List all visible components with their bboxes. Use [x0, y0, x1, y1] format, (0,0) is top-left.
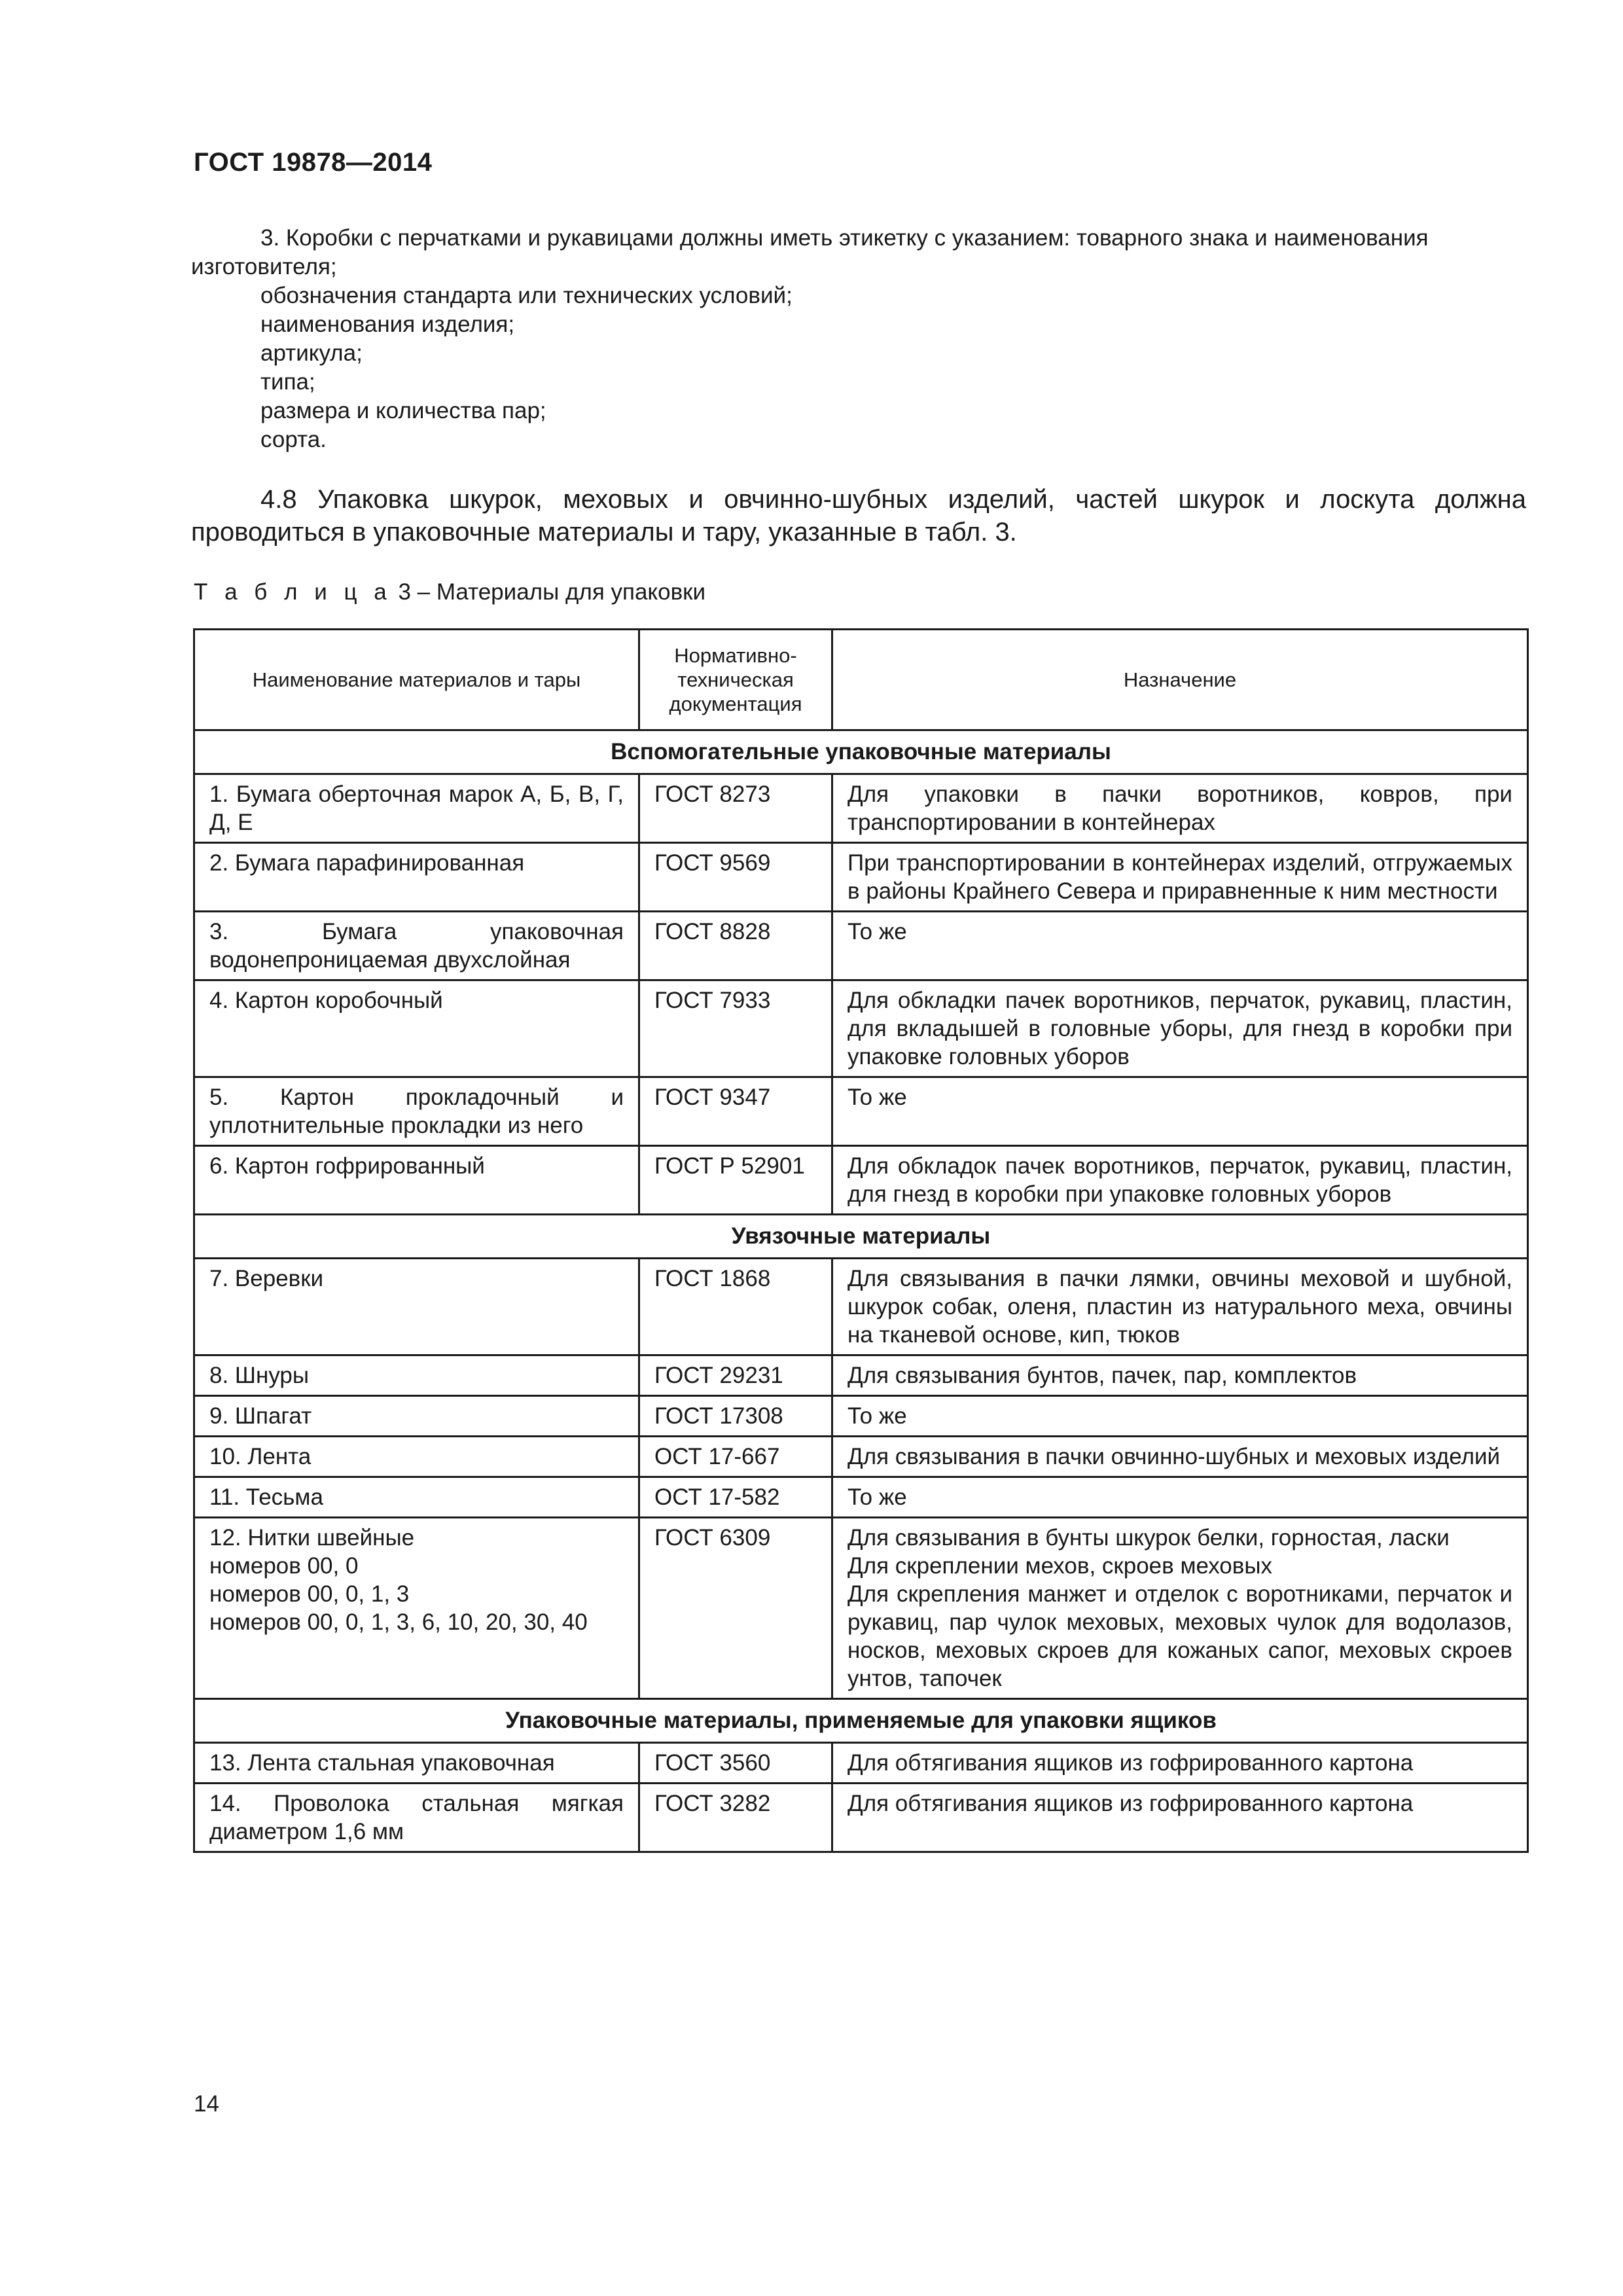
section-title: Упаковочные материалы, применяемые для упаковки ящиков [194, 1699, 1528, 1743]
material-name-line: 7. Веревки [209, 1266, 324, 1291]
material-name-line: 11. Тесьма [209, 1484, 323, 1510]
material-name-line: 12. Нитки швейные [209, 1525, 415, 1551]
material-name-line: 13. Лента стальная упаковочная [209, 1750, 555, 1776]
table-row [194, 1477, 1528, 1518]
section-row [194, 1215, 1528, 1259]
purpose-line: Для связывания бунтов, пачек, пар, комплектов [847, 1363, 1357, 1388]
material-name-line: номеров 00, 0 [209, 1553, 359, 1579]
cell-material-name [194, 1259, 639, 1355]
table-header-row [194, 630, 1528, 730]
cell-purpose [832, 1077, 1528, 1146]
table-row [194, 1077, 1528, 1146]
cell-material-name [194, 980, 639, 1077]
purpose-line: Для упаковки в пачки воротников, ковров, при транспортировании в контейнерах [847, 781, 1512, 835]
cell-normative-doc: ГОСТ 3282 [639, 1784, 832, 1852]
purpose-line: То же [847, 1085, 907, 1110]
item-3-line: типа; [260, 369, 315, 395]
cell-material-name [194, 1437, 639, 1477]
purpose-line: То же [847, 1403, 907, 1429]
cell-material-name [194, 1355, 639, 1396]
purpose-line: При транспортировании в контейнерах изделий, отгружаемых в районы Крайнего Севера и приравненные к ним местности [847, 850, 1512, 904]
item-3-paragraph [191, 224, 1526, 454]
item-3-line: обозначения стандарта или технических условий; [260, 283, 793, 308]
material-name-line: 4. Картон коробочный [209, 988, 443, 1013]
table-row [194, 1784, 1528, 1852]
cell-normative-doc: ОСТ 17-582 [639, 1477, 832, 1518]
table-row [194, 843, 1528, 912]
cell-normative-doc: ГОСТ 8828 [639, 912, 832, 980]
cell-normative-doc: ГОСТ 7933 [639, 980, 832, 1077]
cell-purpose [832, 1784, 1528, 1852]
purpose-line: Для связывания в пачки овчинно-шубных и меховых изделий [847, 1444, 1501, 1469]
table-row [194, 980, 1528, 1077]
material-name-line: 6. Картон гофрированный [209, 1153, 485, 1179]
item-3-line: размера и количества пар; [260, 398, 546, 423]
table-caption-label: Т а б л и ц а [194, 579, 392, 605]
material-name-line: 8. Шнуры [209, 1363, 310, 1388]
item-3-line: наименования изделия; [260, 312, 515, 337]
column-header-doc: Нормативно-техническая документация [639, 630, 832, 730]
table-row [194, 1518, 1528, 1699]
document-header: ГОСТ 19878—2014 [194, 148, 433, 177]
cell-purpose [832, 912, 1528, 980]
purpose-line: Для скрепления манжет и отделок с воротниками, перчаток и рукавиц, пар чулок меховых, меховых чулок для водолазов, носков, меховых скроев для кожаных сапог, меховых скроев унтов, тапочек [847, 1581, 1512, 1691]
material-name-line: 1. Бумага оберточная марок А, Б, В, Г, Д, Е [209, 781, 624, 835]
section-title: Вспомогательные упаковочные материалы [194, 730, 1528, 774]
column-header-purpose: Назначение [832, 630, 1528, 730]
cell-material-name [194, 843, 639, 912]
material-name-line: 9. Шпагат [209, 1403, 312, 1429]
table-row [194, 1396, 1528, 1437]
cell-material-name [194, 1077, 639, 1146]
material-name-line: 5. Картон прокладочный и уплотнительные прокладки из него [209, 1085, 624, 1138]
cell-purpose [832, 1477, 1528, 1518]
purpose-line: То же [847, 1484, 907, 1510]
material-name-line: 2. Бумага парафинированная [209, 850, 525, 876]
cell-purpose [832, 1355, 1528, 1396]
materials-table [193, 628, 1529, 1853]
cell-normative-doc: ГОСТ 3560 [639, 1743, 832, 1784]
cell-material-name [194, 774, 639, 843]
purpose-line: Для скреплении мехов, скроев меховых [847, 1553, 1273, 1579]
table-row [194, 1355, 1528, 1396]
table-row [194, 1259, 1528, 1355]
cell-purpose [832, 1146, 1528, 1215]
cell-purpose [832, 1396, 1528, 1437]
page-number: 14 [194, 2091, 219, 2117]
table-caption-text: 3 – Материалы для упаковки [391, 579, 706, 605]
cell-purpose [832, 1518, 1528, 1699]
cell-normative-doc: ГОСТ Р 52901 [639, 1146, 832, 1215]
cell-normative-doc: ГОСТ 6309 [639, 1518, 832, 1699]
cell-normative-doc: ГОСТ 17308 [639, 1396, 832, 1437]
purpose-line: То же [847, 919, 907, 944]
cell-material-name [194, 1477, 639, 1518]
purpose-line: Для связывания в бунты шкурок белки, горностая, ласки [847, 1525, 1450, 1551]
table-caption [194, 579, 705, 605]
purpose-line: Для обтягивания ящиков из гофрированного картона [847, 1750, 1414, 1776]
column-header-name: Наименование материалов и тары [194, 630, 639, 730]
item-3-line: сорта. [260, 427, 327, 452]
material-name-line: 10. Лента [209, 1444, 312, 1469]
cell-purpose [832, 843, 1528, 912]
cell-material-name [194, 1784, 639, 1852]
cell-purpose [832, 1259, 1528, 1355]
purpose-line: Для обкладок пачек воротников, перчаток, рукавиц, пластин, для гнезд в коробки при упаковке головных уборов [847, 1153, 1512, 1207]
cell-normative-doc: ГОСТ 8273 [639, 774, 832, 843]
cell-purpose [832, 980, 1528, 1077]
material-name-line: 14. Проволока стальная мягкая диаметром 1,6 мм [209, 1791, 624, 1844]
cell-purpose [832, 1743, 1528, 1784]
item-3-first-line: 3. Коробки с перчатками и рукавицами должны иметь этикетку с указанием: товарного знака и наименования изготовителя; [191, 225, 1429, 279]
cell-purpose [832, 774, 1528, 843]
cell-normative-doc: ОСТ 17-667 [639, 1437, 832, 1477]
material-name-line: номеров 00, 0, 1, 3 [209, 1581, 410, 1607]
section-row [194, 1699, 1528, 1743]
cell-normative-doc: ГОСТ 9569 [639, 843, 832, 912]
table-row [194, 912, 1528, 980]
cell-material-name [194, 1743, 639, 1784]
table-row [194, 1743, 1528, 1784]
purpose-line: Для связывания в пачки лямки, овчины меховой и шубной, шкурок собак, оленя, пластин из натурального меха, овчины на тканевой основе, кип, тюков [847, 1266, 1512, 1348]
table-row [194, 1146, 1528, 1215]
material-name-line: 3. Бумага упаковочная водонепроницаемая двухслойная [209, 919, 624, 973]
cell-normative-doc: ГОСТ 1868 [639, 1259, 832, 1355]
clause-4-8 [191, 483, 1526, 548]
cell-material-name [194, 912, 639, 980]
cell-material-name [194, 1518, 639, 1699]
cell-material-name [194, 1146, 639, 1215]
table-row [194, 774, 1528, 843]
cell-material-name [194, 1396, 639, 1437]
cell-purpose [832, 1437, 1528, 1477]
purpose-line: Для обтягивания ящиков из гофрированного картона [847, 1791, 1414, 1816]
cell-normative-doc: ГОСТ 29231 [639, 1355, 832, 1396]
cell-normative-doc: ГОСТ 9347 [639, 1077, 832, 1146]
purpose-line: Для обкладки пачек воротников, перчаток, рукавиц, пластин, для вкладышей в головные уборы, для гнезд в коробки при упаковке головных уборов [847, 988, 1512, 1069]
table-row [194, 1437, 1528, 1477]
material-name-line: номеров 00, 0, 1, 3, 6, 10, 20, 30, 40 [209, 1609, 588, 1635]
clause-4-8-text: 4.8 Упаковка шкурок, меховых и овчинно-шубных изделий, частей шкурок и лоскута должна проводиться в упаковочные материалы и тару, указанные в табл. 3. [191, 485, 1526, 547]
table-body [194, 730, 1528, 1852]
section-row [194, 730, 1528, 774]
item-3-line: артикула; [260, 340, 363, 366]
section-title: Увязочные материалы [194, 1215, 1528, 1259]
